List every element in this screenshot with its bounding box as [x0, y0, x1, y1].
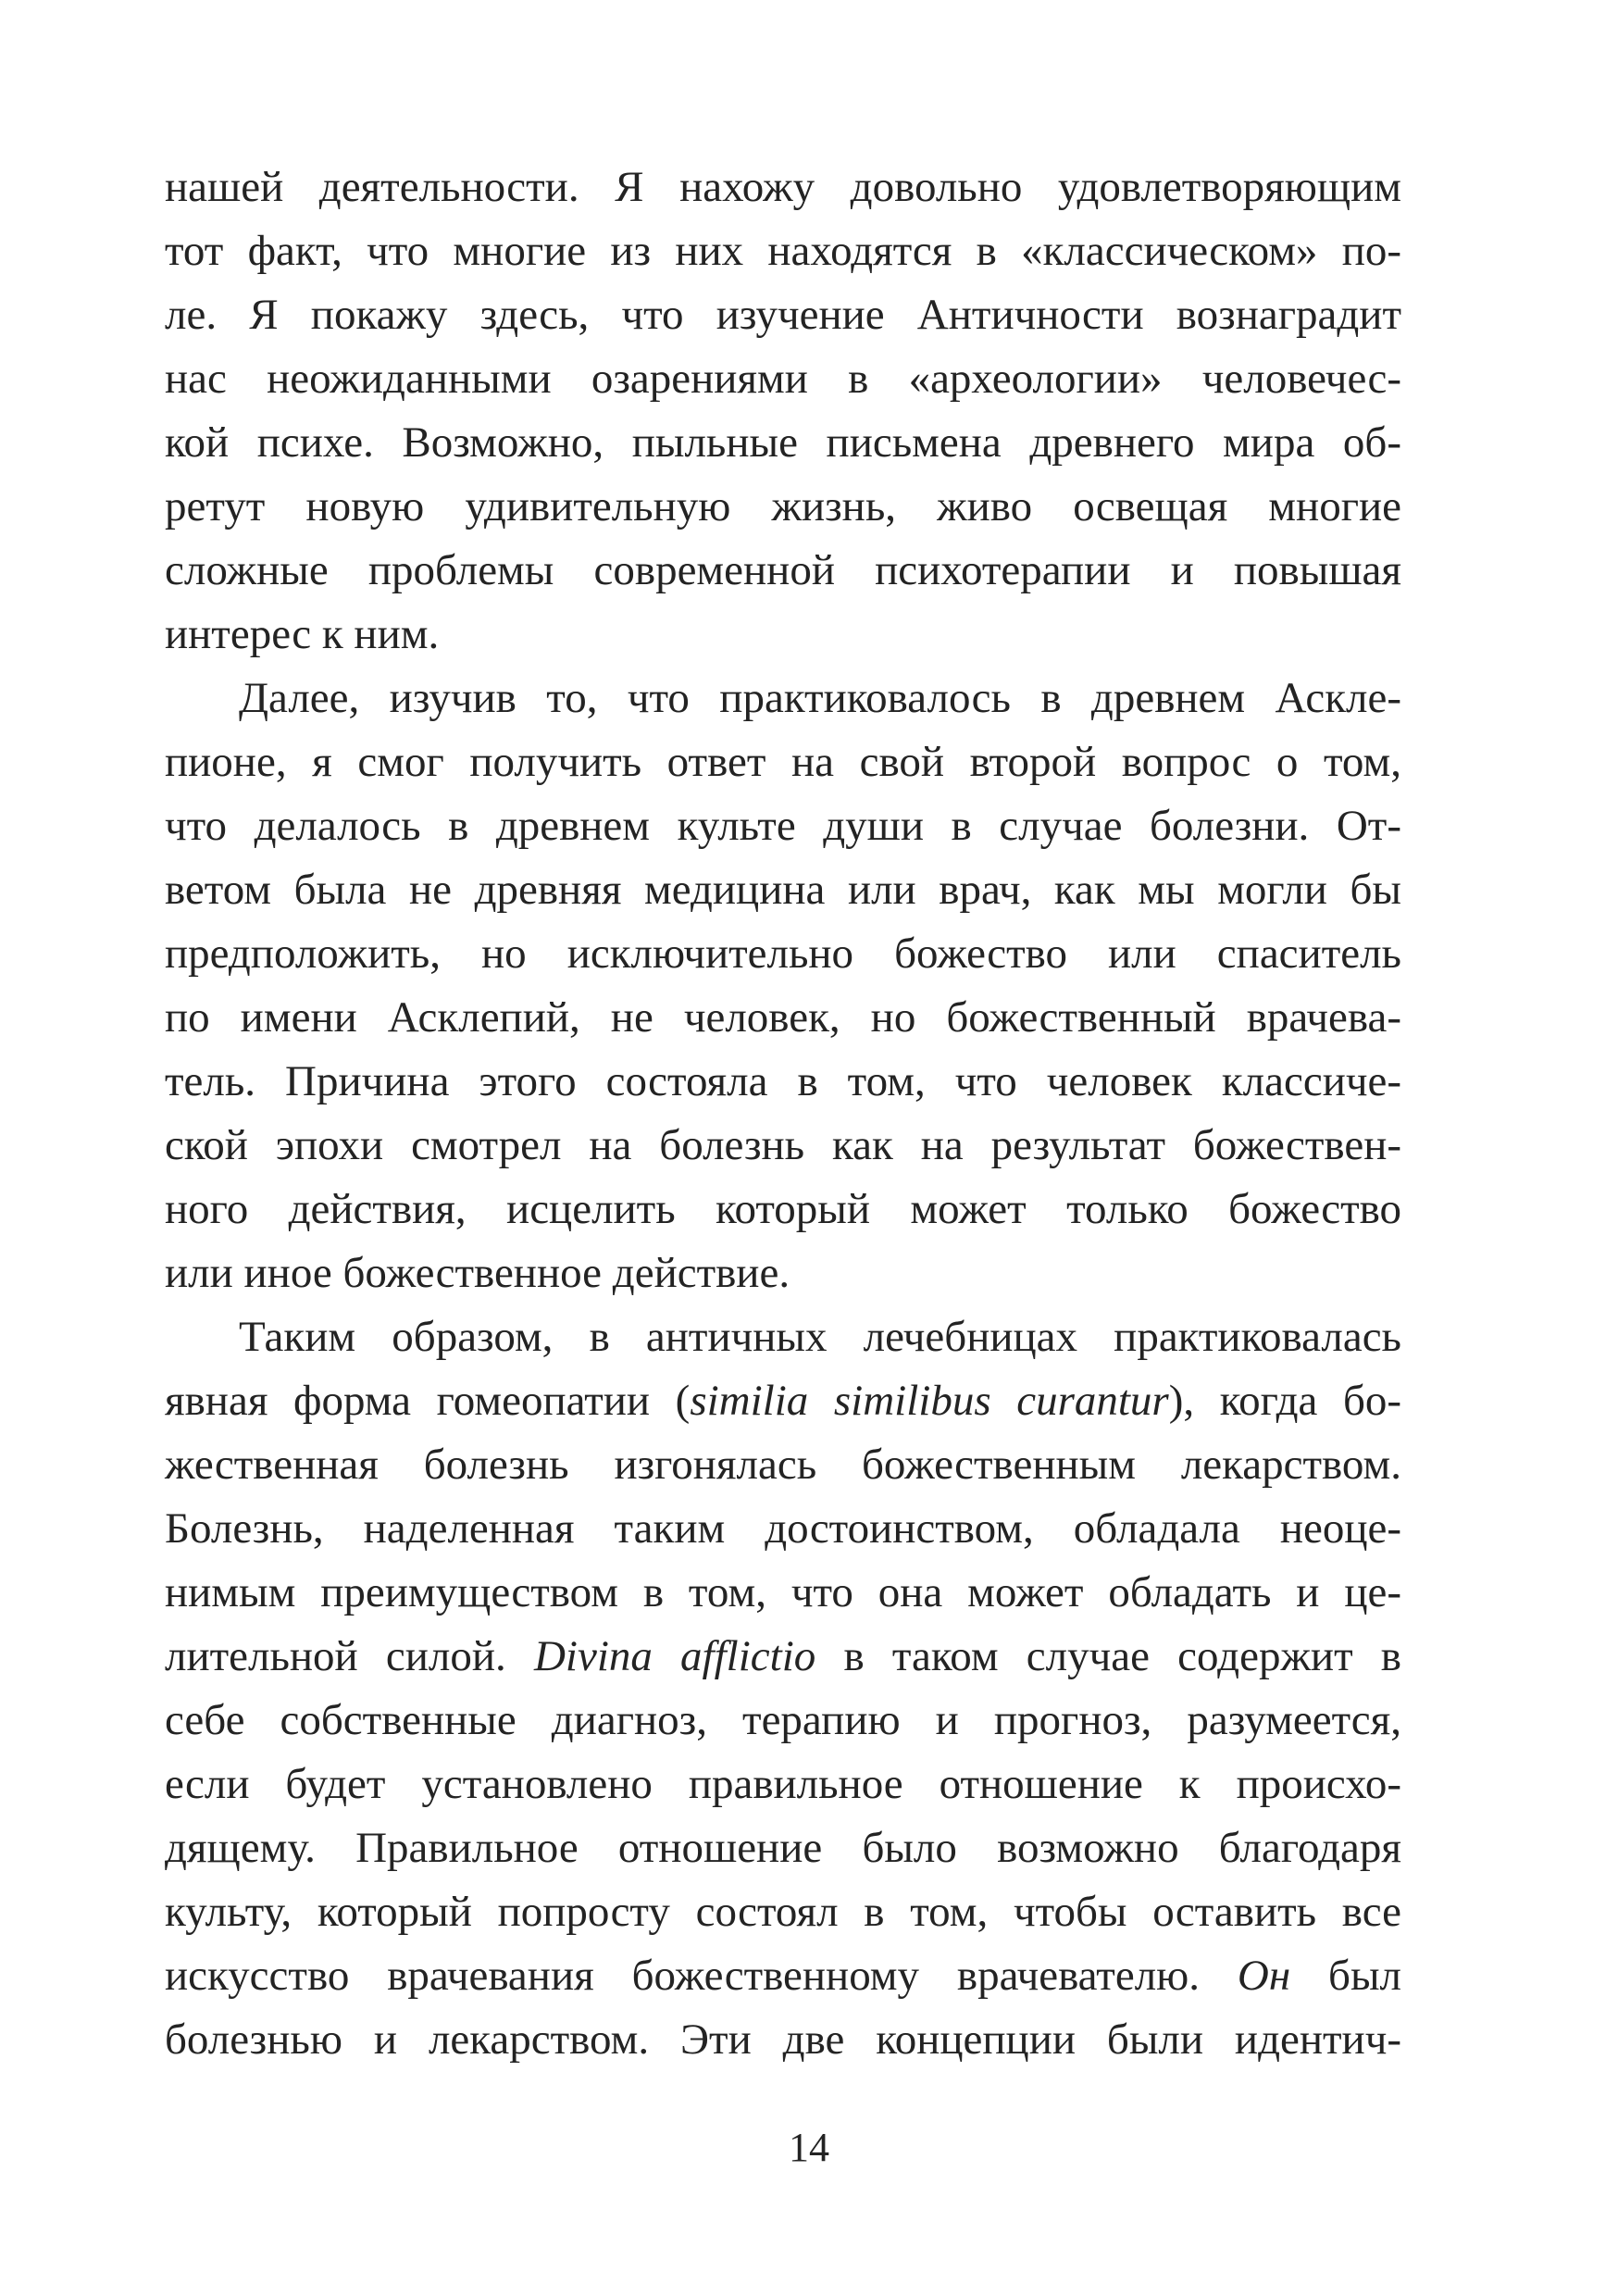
latin-phrase: similia similibus curantur [690, 1377, 1169, 1425]
text-line: Далее, изучив то, что практиковалось в древнем Аскле- [239, 674, 1401, 722]
text-line: ного действия, исцелить который может только божество [165, 1185, 1401, 1233]
text-line: тель. Причина этого состояла в том, что человек классиче- [165, 1057, 1401, 1105]
text-line: дящему. Правильное отношение было возможно благодаря [165, 1824, 1401, 1872]
emphasis-word: Он [1237, 1952, 1291, 2000]
text-segment: искусство врачевания божественному врачевателю. [165, 1952, 1238, 2000]
text-line: по имени Асклепий, не человек, но божественный врачева- [165, 993, 1401, 1042]
text-segment: в таком случае содержит в [815, 1632, 1401, 1680]
text-line: себе собственные диагноз, терапию и прогноз, разумеется, [165, 1696, 1401, 1744]
text-line: тот факт, что многие из них находятся в «классическом» по- [165, 227, 1401, 275]
text-line: если будет установлено правильное отношение к происхо- [165, 1760, 1401, 1808]
text-line: нас неожиданными озарениями в «археологии» человечес- [165, 355, 1401, 403]
text-line: или иное божественное действие. [165, 1249, 790, 1297]
paragraph-3 [165, 1305, 1401, 2072]
text-line: кой психе. Возможно, пыльные письмена древнего мира об- [165, 418, 1401, 467]
text-segment: был [1290, 1952, 1401, 2000]
page-number: 14 [789, 2125, 829, 2170]
text-line: что делалось в древнем культе души в случае болезни. От- [165, 802, 1401, 850]
text-segment: лительной силой. [165, 1632, 534, 1680]
text-line: культу, который попросту состоял в том, чтобы оставить все [165, 1888, 1401, 1936]
text-line: ретут новую удивительную жизнь, живо освещая многие [165, 482, 1401, 530]
latin-phrase: Divina afflictio [533, 1632, 816, 1680]
text-line: Таким образом, в античных лечебницах практиковалась [239, 1313, 1401, 1361]
text-segment: ), когда бо- [1168, 1377, 1402, 1425]
text-line: сложные проблемы современной психотерапии и повышая [165, 546, 1401, 594]
text-line: нашей деятельности. Я нахожу довольно удовлетворяющим [165, 163, 1401, 211]
text-line: ле. Я покажу здесь, что изучение Античности вознаградит [165, 291, 1401, 339]
text-line: ской эпохи смотрел на болезнь как на результат божествен- [165, 1121, 1401, 1169]
paragraph-1 [165, 156, 1401, 667]
text-line: жественная болезнь изгонялась божественным лекарством. [165, 1441, 1401, 1489]
text-line [165, 1625, 1401, 1689]
text-line: пионе, я смог получить ответ на свой второй вопрос о том, [165, 738, 1401, 786]
text-line: Болезнь, наделенная таким достоинством, обладала неоце- [165, 1504, 1401, 1553]
text-line: интерес к ним. [165, 610, 440, 658]
text-line [165, 1369, 1401, 1433]
text-line: предположить, но исключительно божество или спаситель [165, 930, 1401, 978]
text-line [165, 1944, 1401, 2008]
text-line: нимым преимуществом в том, что она может обладать и це- [165, 1568, 1401, 1616]
page-body [165, 156, 1401, 2072]
paragraph-2 [165, 667, 1401, 1305]
text-line: болезнью и лекарством. Эти две концепции были идентич- [165, 2015, 1401, 2064]
text-line: ветом была не древняя медицина или врач, как мы могли бы [165, 866, 1401, 914]
text-segment: явная форма гомеопатии ( [165, 1377, 691, 1425]
